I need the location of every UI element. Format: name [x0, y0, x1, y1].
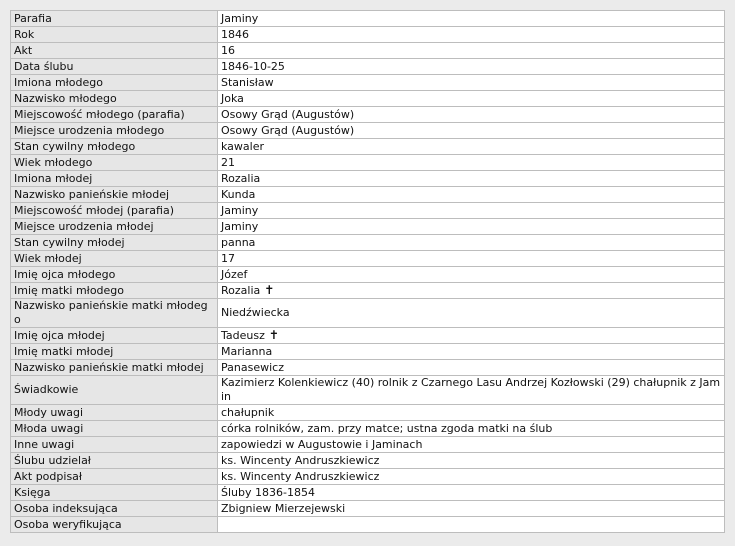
table-row [11, 517, 725, 533]
field-value: ks. Wincenty Andruszkiewicz [221, 453, 380, 467]
field-label: Miejscowość młodego (parafia) [11, 107, 218, 123]
field-value: Rozalia [221, 171, 261, 185]
table-row [11, 251, 725, 267]
table-row [11, 43, 725, 59]
field-value-cell [218, 139, 725, 155]
record-table-body [11, 11, 725, 533]
table-row [11, 485, 725, 501]
table-row [11, 91, 725, 107]
field-value: kawaler [221, 139, 265, 153]
field-value: 1846 [221, 27, 249, 41]
field-value-cell [218, 328, 725, 344]
field-value-cell [218, 59, 725, 75]
field-label: Świadkowie [11, 376, 218, 405]
field-value: Jaminy [221, 203, 259, 217]
field-value-cell [218, 405, 725, 421]
table-row [11, 123, 725, 139]
field-value-cell [218, 171, 725, 187]
deceased-cross-icon: ✝ [264, 282, 275, 297]
table-row [11, 171, 725, 187]
field-value: Stanisław [221, 75, 274, 89]
field-value-cell [218, 485, 725, 501]
field-label: Parafia [11, 11, 218, 27]
field-label: Imię matki młodego [11, 283, 218, 299]
field-value-cell [218, 517, 725, 533]
field-value: Joka [221, 91, 244, 105]
field-label: Młody uwagi [11, 405, 218, 421]
field-label: Miejscowość młodej (parafia) [11, 203, 218, 219]
field-label: Inne uwagi [11, 437, 218, 453]
field-label: Nazwisko panieńskie młodej [11, 187, 218, 203]
table-row [11, 107, 725, 123]
record-container [10, 10, 724, 533]
field-value-cell [218, 203, 725, 219]
field-value-cell [218, 299, 725, 328]
field-label: Akt [11, 43, 218, 59]
field-value-cell [218, 11, 725, 27]
table-row [11, 235, 725, 251]
field-value: Józef [221, 267, 248, 281]
field-value-cell [218, 469, 725, 485]
table-row [11, 360, 725, 376]
field-value-cell [218, 437, 725, 453]
field-value: zapowiedzi w Augustowie i Jaminach [221, 437, 423, 451]
field-value-cell [218, 107, 725, 123]
field-value-cell [218, 283, 725, 299]
table-row [11, 421, 725, 437]
field-value: Jaminy [221, 11, 259, 25]
field-value: 17 [221, 251, 235, 265]
field-value: córka rolników, zam. przy matce; ustna zgoda matki na ślub [221, 421, 553, 435]
field-value-cell [218, 344, 725, 360]
field-value-cell [218, 376, 725, 405]
field-value-cell [218, 421, 725, 437]
field-label: Imię ojca młodego [11, 267, 218, 283]
field-value-cell [218, 453, 725, 469]
table-row [11, 27, 725, 43]
field-value-cell [218, 155, 725, 171]
table-row [11, 328, 725, 344]
field-label: Imiona młodej [11, 171, 218, 187]
field-value: Kazimierz Kolenkiewicz (40) rolnik z Czarnego Lasu Andrzej Kozłowski (29) chałupnik z Jamin [221, 376, 721, 403]
field-value: Śluby 1836-1854 [221, 485, 315, 499]
table-row [11, 155, 725, 171]
field-value-cell [218, 123, 725, 139]
field-label: Stan cywilny młodej [11, 235, 218, 251]
field-label: Wiek młodego [11, 155, 218, 171]
field-value: chałupnik [221, 405, 275, 419]
field-label: Imię matki młodej [11, 344, 218, 360]
field-label: Osoba indeksująca [11, 501, 218, 517]
field-value-cell [218, 501, 725, 517]
deceased-cross-icon: ✝ [268, 327, 279, 342]
field-value: Zbigniew Mierzejewski [221, 501, 346, 515]
field-label: Imię ojca młodej [11, 328, 218, 344]
field-label: Nazwisko panieńskie matki młodego [11, 299, 218, 328]
table-row [11, 283, 725, 299]
field-value: Marianna [221, 344, 273, 358]
table-row [11, 469, 725, 485]
field-label: Ślubu udzielał [11, 453, 218, 469]
field-value-cell [218, 91, 725, 107]
field-label: Data ślubu [11, 59, 218, 75]
table-row [11, 187, 725, 203]
table-row [11, 59, 725, 75]
table-row [11, 501, 725, 517]
table-row [11, 453, 725, 469]
field-value: 21 [221, 155, 235, 169]
field-label: Imiona młodego [11, 75, 218, 91]
table-row [11, 405, 725, 421]
field-value: Osowy Grąd (Augustów) [221, 107, 355, 121]
table-row [11, 203, 725, 219]
field-label: Wiek młodej [11, 251, 218, 267]
field-label: Nazwisko młodego [11, 91, 218, 107]
field-value: Panasewicz [221, 360, 284, 374]
table-row [11, 299, 725, 328]
table-row [11, 344, 725, 360]
field-value-cell [218, 251, 725, 267]
table-row [11, 219, 725, 235]
field-label: Miejsce urodzenia młodego [11, 123, 218, 139]
field-value: Osowy Grąd (Augustów) [221, 123, 355, 137]
table-row [11, 75, 725, 91]
marriage-record-table [10, 10, 725, 533]
field-value: panna [221, 235, 256, 249]
field-value-cell [218, 27, 725, 43]
field-label: Osoba weryfikująca [11, 517, 218, 533]
field-label: Rok [11, 27, 218, 43]
field-value: Niedźwiecka [221, 306, 290, 319]
field-value: 1846-10-25 [221, 59, 285, 73]
field-label: Młoda uwagi [11, 421, 218, 437]
table-row [11, 267, 725, 283]
table-row [11, 376, 725, 405]
field-value: Tadeusz [221, 328, 265, 342]
field-value-cell [218, 75, 725, 91]
field-value: 16 [221, 43, 235, 57]
field-value-cell [218, 235, 725, 251]
field-label: Miejsce urodzenia młodej [11, 219, 218, 235]
table-row [11, 437, 725, 453]
table-row [11, 11, 725, 27]
field-value-cell [218, 360, 725, 376]
field-value: Jaminy [221, 219, 259, 233]
field-value-cell [218, 43, 725, 59]
field-value: Rozalia [221, 283, 261, 297]
field-label: Nazwisko panieńskie matki młodej [11, 360, 218, 376]
field-value-cell [218, 187, 725, 203]
field-label: Stan cywilny młodego [11, 139, 218, 155]
field-value-cell [218, 219, 725, 235]
field-value: ks. Wincenty Andruszkiewicz [221, 469, 380, 483]
field-label: Akt podpisał [11, 469, 218, 485]
field-value: Kunda [221, 187, 256, 201]
field-value-cell [218, 267, 725, 283]
field-label: Księga [11, 485, 218, 501]
table-row [11, 139, 725, 155]
